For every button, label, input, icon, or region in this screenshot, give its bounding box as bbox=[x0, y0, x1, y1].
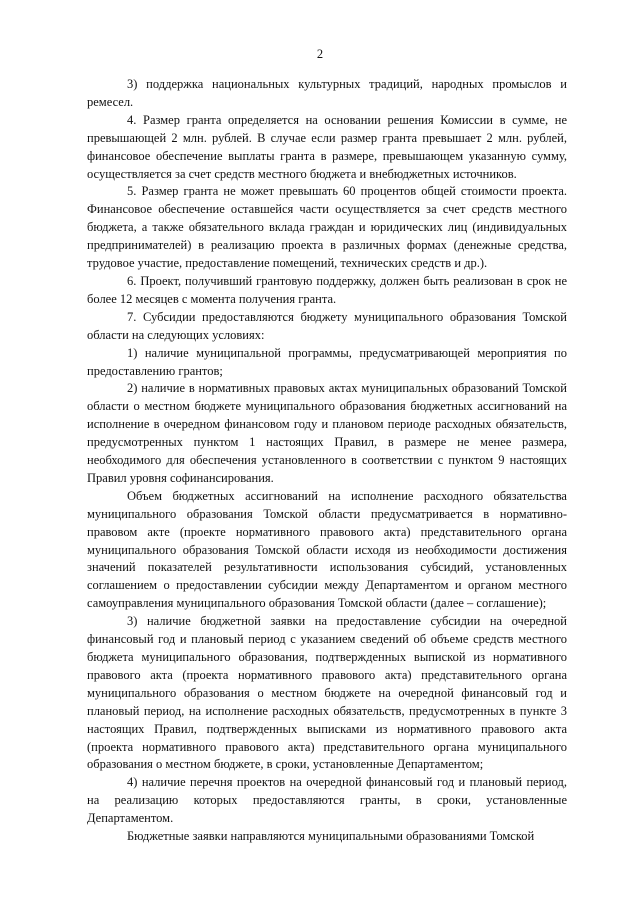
paragraph: 4) наличие перечня проектов на очередной финансовый год и плановый период, на реализацию которых предоставляются гранты, в сроки, установленные Департаментом. bbox=[87, 775, 567, 826]
paragraph: Объем бюджетных ассигнований на исполнение расходного обязательства муниципального образования Томской области предусматривается в нормативно-правовом акте (проекте нормативного правового акта) представительного органа муниципального образования Томской области исходя из необходимости достижения значений показателей результативности использования субсидий, установленных соглашением о предоставлении субсидии между Департаментом и органом местного самоуправления муниципального образования Томской области (далее – соглашение); bbox=[87, 488, 567, 611]
paragraph: 3) поддержка национальных культурных традиций, народных промыслов и ремесел. bbox=[87, 77, 567, 109]
paragraph: Бюджетные заявки направляются муниципальными образованиями Томской bbox=[127, 829, 535, 844]
paragraph: 1) наличие муниципальной программы, предусматривающей мероприятия по предоставлению грантов; bbox=[87, 345, 567, 378]
paragraph: 3) наличие бюджетной заявки на предоставление субсидии на очередной финансовый год и плановый период с указанием сведений об объеме средств местного бюджета муниципального образования, подтвержденных выпиской из нормативного правового акта (проекта нормативного правового акта) представительного органа муниципального образования о местном бюджете на очередной финансовый год и плановый период, на исполнение расходных обязательств, предусмотренных в пункте 3 настоящих Правил, подтвержденных выписками из нормативного правового акта (проекта нормативного правового акта) представительного органа муниципального образования о местном бюджете, в сроки, установленные Департаментом; bbox=[87, 614, 567, 772]
paragraph: 2) наличие в нормативных правовых актах муниципальных образований Томской области о местном бюджете муниципального образования бюджетных ассигнований на исполнение в очередном финансовом году и плановом периоде расходных обязательств, предусмотренных пунктом 1 настоящих Правил, в размере не менее размера, необходимого для обеспечения установленного в соответствии с пунктом 9 настоящих Правил уровня софинансирования. bbox=[87, 381, 567, 485]
page-number: 2 bbox=[316, 47, 324, 61]
paragraph: 5. Размер гранта не может превышать 60 процентов общей стоимости проекта. Финансовое обеспечение оставшейся части осуществляется за счет средств местного бюджета, а также обязательного вклада граждан и юридических лиц (индивидуальных предпринимателей) в реализацию проекта в различных формах (денежные средства, трудовое участие, предоставление помещений, технических средств и др.). bbox=[87, 184, 567, 271]
paragraph: 7. Субсидии предоставляются бюджету муниципального образования Томской области на следующих условиях: bbox=[87, 309, 567, 342]
paragraph: 4. Размер гранта определяется на основании решения Комиссии в сумме, не превышающей 2 млн. рублей. В случае если размер гранта превышает 2 млн. рублей, финансовое обеспечение выплаты гранта в размере, превышающем указанную сумму, осуществляется за счет средств местного бюджета и внебюджетных источников. bbox=[87, 112, 567, 181]
document-body bbox=[87, 76, 567, 846]
paragraph: 6. Проект, получивший грантовую поддержку, должен быть реализован в срок не более 12 месяцев с момента получения гранта. bbox=[87, 273, 567, 306]
